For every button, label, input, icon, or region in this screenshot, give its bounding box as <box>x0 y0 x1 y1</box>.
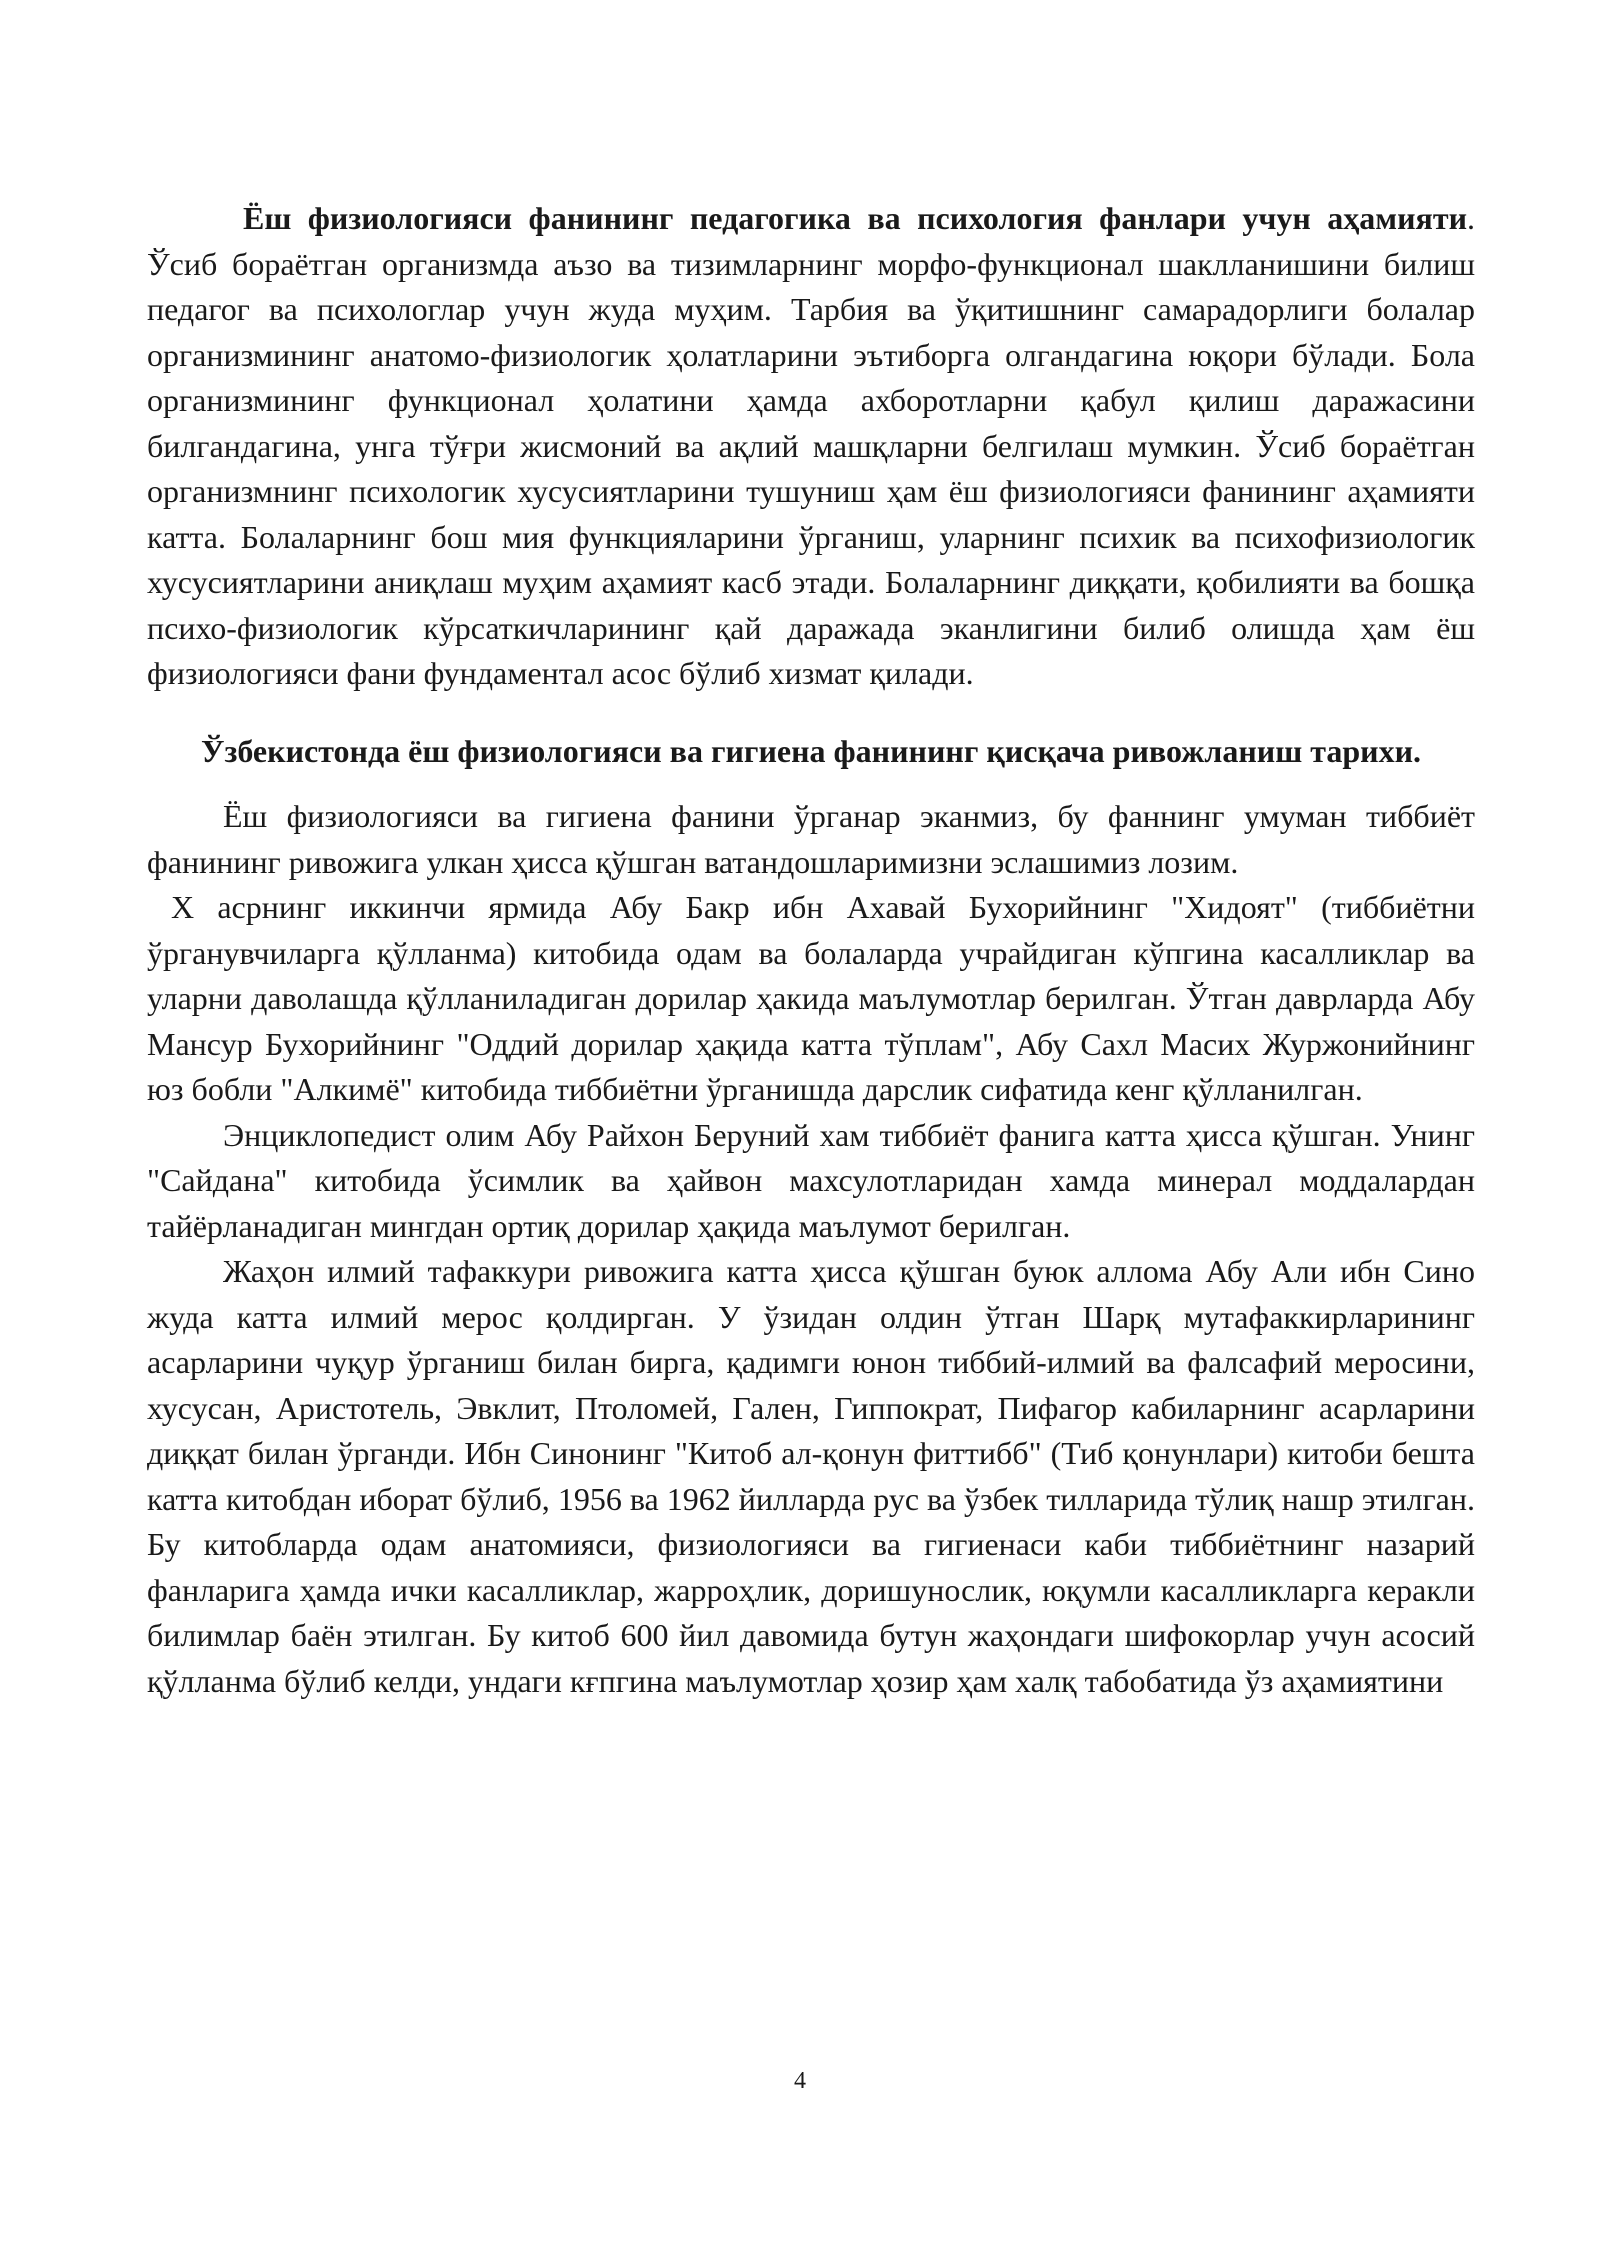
paragraph-4: Жаҳон илмий тафаккури ривожига катта ҳисса қўшган буюк аллома Абу Али ибн Сино жуда катта илмий мерос қолдирган. У ўзидан олдин ўтган Шарқ мутафаккирларининг асарларини чуқур ўрганиш билан бирга, қадимги юнон тиббий-илмий ва фалсафий меросини, хусусан, Аристотель, Эвклит, Птоломей, Гален, Гиппократ, Пифагор кабиларнинг асарларини диққат билан ўрганди. Ибн Синонинг "Китоб ал-қонун фиттибб" (Тиб қонунлари) китоби бешта катта китобдан иборат бўлиб, 1956 ва 1962 йилларда рус ва ўзбек тилларида тўлиқ нашр этилган. Бу китобларда одам анатомияси, физиологияси ва гигиенаси каби тиббиётнинг назарий фанларига ҳамда ички касалликлар, жарроҳлик, доришунослик, юқумли касалликларга керакли билимлар баён этилган. Бу китоб 600 йил давомида бутун жаҳондаги шифокорлар учун асосий қўлланма бўлиб келди, ундаги кғпгина маълумотлар ҳозир ҳам халқ табобатида ўз аҳамиятини <box>147 1253 1475 1699</box>
intro-paragraph-body: . Ўсиб бораётган организмда аъзо ва тизимларнинг морфо-функционал шаклланишини билиш педагог ва психологлар учун жуда муҳим. Тарбия ва ўқитишнинг самарадорлиги болалар организмининг анатомо-физиологик ҳолатларини эътиборга олгандагина юқори бўлади. Бола организмининг функционал ҳолатини ҳамда ахборотларни қабул қилиш даражасини билгандагина, унга тўғри жисмоний ва ақлий машқларни белгилаш мумкин. Ўсиб бораётган организмнинг психологик хусусиятларини тушуниш ҳам ёш физиологияси фанининг аҳамияти катта. Болаларнинг бош мия функцияларини ўрганиш, уларнинг психик ва психофизиологик хусусиятларини аниқлаш муҳим аҳамият касб этади. Болаларнинг диққати, қобилияти ва бошқа психо-физиологик кўрсаткичларининг қай даражада эканлигини билиб олишда ҳам ёш физиологияси фани фундаментал асос бўлиб хизмат қилади. <box>147 200 1475 691</box>
paragraph-2: X асрнинг иккинчи ярмида Абу Бакр ибн Ахавай Бухорийнинг "Хидоят" (тиббиётни ўрганувчиларга қўлланма) китобида одам ва болаларда учрайдиган кўпгина касалликлар ва уларни даволашда қўлланиладиган дорилар ҳакида маълумотлар берилган. Ўтган даврларда Абу Мансур Бухорийнинг "Оддий дорилар ҳақида катта тўплам", Абу Сахл Масих Журжонийнинг юз бобли "Алкимё" китобида тиббиётни ўрганишда дарслик сифатида кенг қўлланилган. <box>147 889 1475 1107</box>
page-number: 4 <box>794 2068 806 2094</box>
paragraph-3: Энциклопедист олим Абу Райхон Беруний хам тиббиёт фанига катта ҳисса қўшган. Унинг "Сайдана" китобида ўсимлик ва ҳайвон махсулотларидан хамда минерал моддалардан тайёрланадиган мингдан ортиқ дорилар ҳақида маълумот берилган. <box>147 1116 1475 1244</box>
paragraph-1: Ёш физиологияси ва гигиена фанини ўрганар эканмиз, бу фаннинг умуман тиббиёт фанининг ривожига улкан ҳисса қўшган ватандошларимизни эслашимиз лозим. <box>147 798 1475 880</box>
section-title-bold: Ёш физиологияси фанининг педагогика ва психология фанлари учун аҳамияти <box>243 200 1467 236</box>
section-heading: Ўзбекистонда ёш физиологияси ва гигиена фанининг қисқача ривожланиш тарихи. <box>201 732 1421 769</box>
document-page <box>147 196 1475 1704</box>
intro-paragraph <box>147 196 1475 697</box>
